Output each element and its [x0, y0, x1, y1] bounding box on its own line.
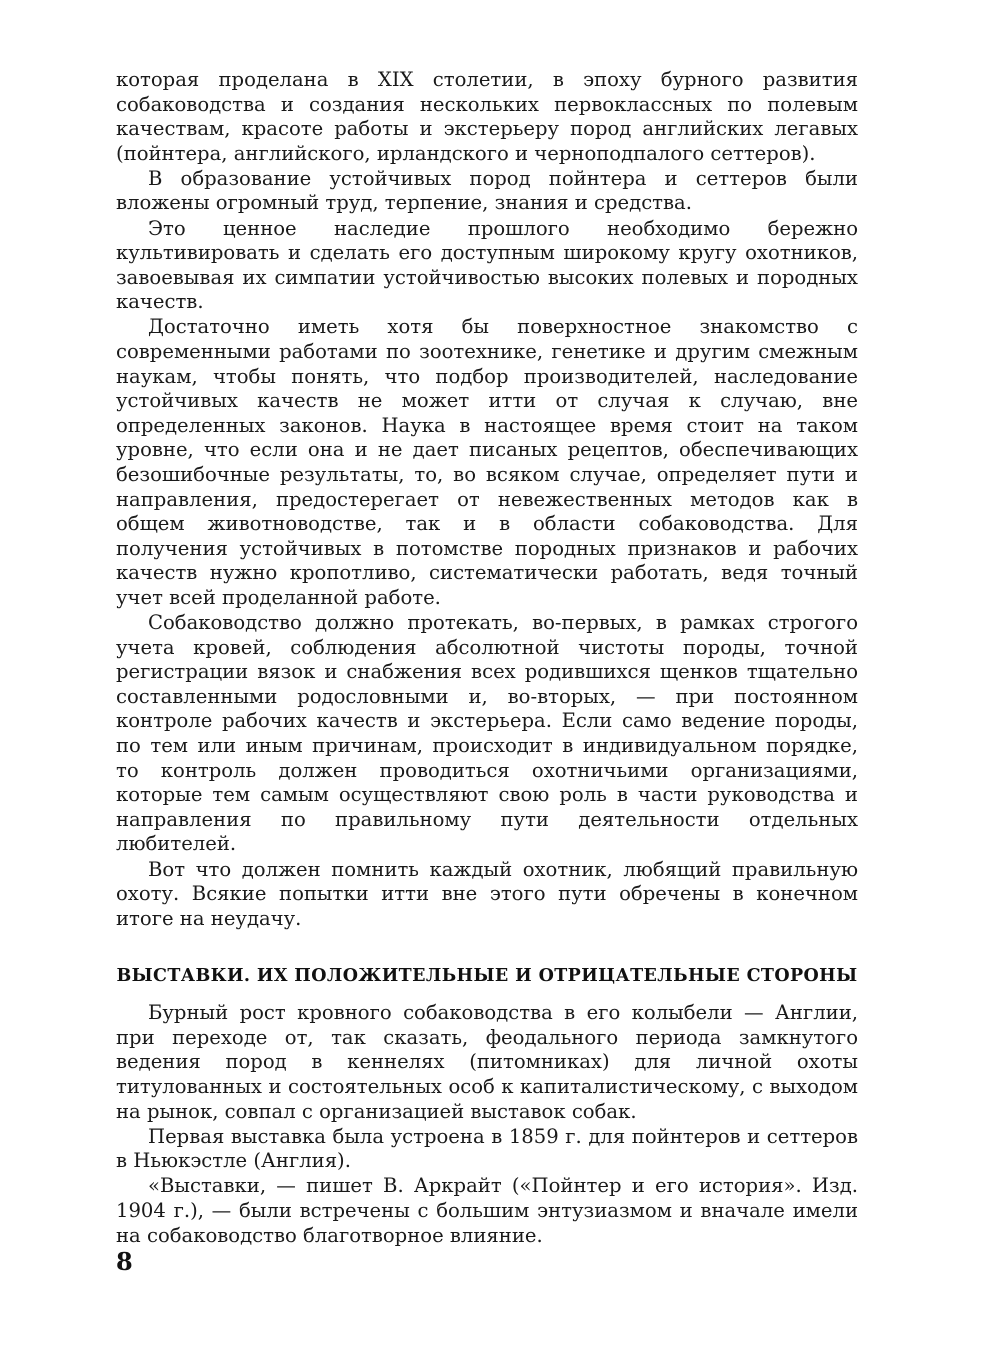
paragraph-quote: «Выставки, — пишет В. Аркрайт («Пойнтер и его история». Изд. 1904 г.), — были встречены с большим энтузиазмом и вначале имели на собаководство благотворное влияние.	[116, 1174, 858, 1247]
paragraph-continuation: которая проделана в XIX столетии, в эпоху бурного развития собаководства и создания нескольких первоклассных по полевым качествам, красоте работы и экстерьеру пород английских легавых (пойнтера, английского, ирландского и черноподпалого сеттеров).	[116, 68, 858, 165]
paragraph-heritage: Это ценное наследие прошлого необходимо бережно культивировать и сделать его доступным широкому кругу охотников, завоевывая их симпатии устойчивостью высоких полевых и породных качеств.	[116, 216, 858, 314]
paragraph-conclusion: Вот что должен помнить каждый охотник, любящий правильную охоту. Всякие попытки итти вне этого пути обречены в конечном итоге на неудачу.	[116, 857, 858, 930]
section-heading: ВЫСТАВКИ. ИХ ПОЛОЖИТЕЛЬНЫЕ И ОТРИЦАТЕЛЬНЫЕ СТОРОНЫ	[116, 966, 858, 987]
paragraph-growth: Бурный рост кровного собаководства в его колыбели — Англии, при переходе от, так сказать, феодального периода замкнутого ведения пород в кеннелях (питомниках) для личной охоты титулованных и состоятельных особ к капиталистическому, с выходом на рынок, совпал с организацией выставок собак.	[116, 1001, 858, 1123]
paragraph-first-show: Первая выставка была устроена в 1859 г. для пойнтеров и сеттеров в Ньюкэстле (Англия).	[116, 1124, 858, 1173]
page-text	[116, 68, 858, 1249]
paragraph-formation: В образование устойчивых пород пойнтера и сеттеров были вложены огромный труд, терпение, знания и средства.	[116, 166, 858, 215]
page-number: 8	[116, 1247, 133, 1276]
paragraph-science: Достаточно иметь хотя бы поверхностное знакомство с современными работами по зоотехнике, генетике и другим смежным наукам, чтобы понять, что подбор производителей, наследование устойчивых качеств не может итти от случая к случаю, вне определенных законов. Наука в настоящее время стоит на таком уровне, что если она и не дает писаных рецептов, обеспечивающих безошибочные результаты, то, во всяком случае, определяет пути и направления, предостерегает от невежественных методов как в общем животноводстве, так и в области собаководства. Для получения устойчивых в потомстве породных признаков и рабочих качеств нужно кропотливо, систематически работать, ведя точный учет всей проделанной работе.	[116, 315, 858, 609]
paragraph-breeding-control: Собаководство должно протекать, во-первых, в рамках строгого учета кровей, соблюдения абсолютной чистоты породы, точной регистрации вязок и снабжения всех родившихся щенков тщательно составленными родословными и, во-вторых, — при постоянном контроле рабочих качеств и экстерьера. Если само ведение породы, по тем или иным причинам, происходит в индивидуальном порядке, то контроль должен проводиться охотничьими организациями, которые тем самым осуществляют свою роль в части руководства и направления по правильному пути деятельности отдельных любителей.	[116, 611, 858, 856]
